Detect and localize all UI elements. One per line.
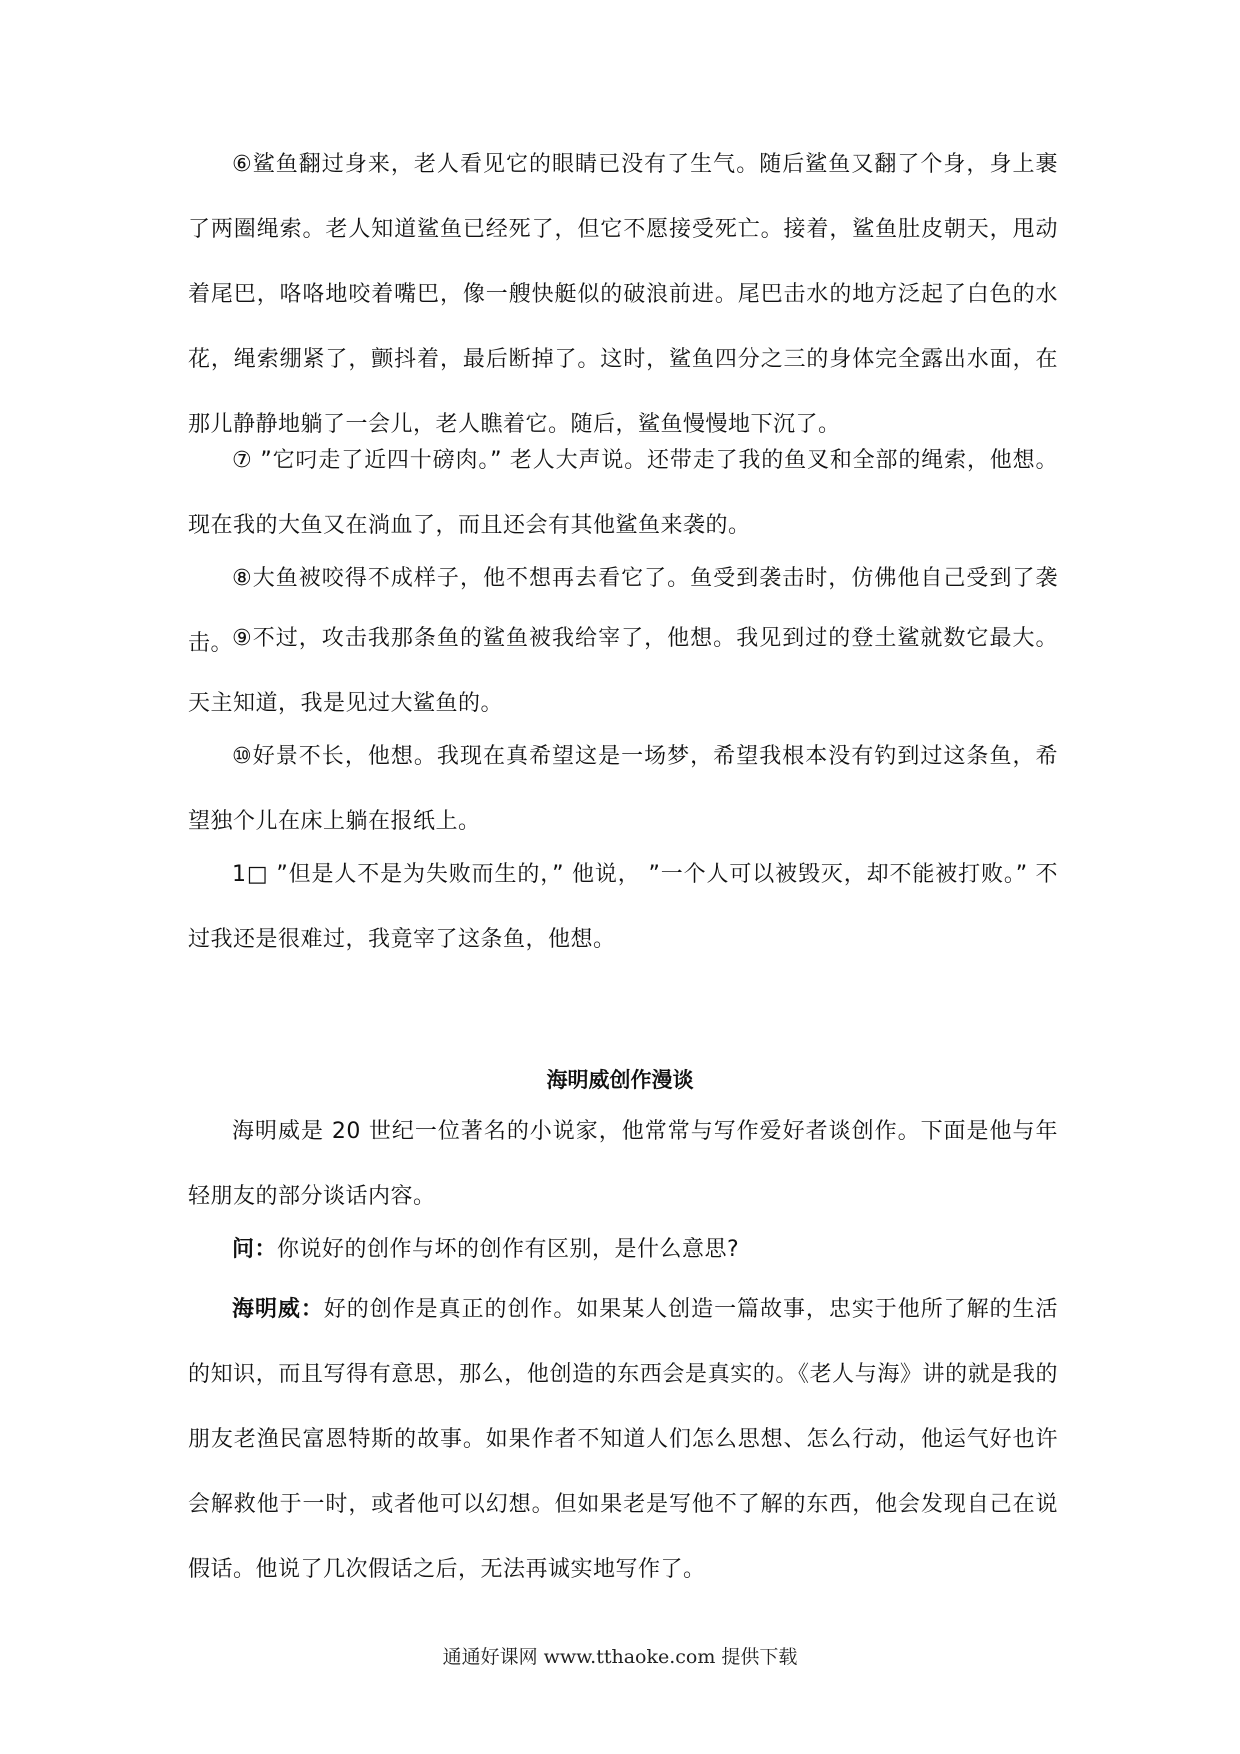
paragraph-7: ⑦ ”它叼走了近四十磅肉。” 老人大声说。还带走了我的鱼叉和全部的绳索，他想。现在我的大鱼又在淌血了，而且还会有其他鲨鱼来袭的。: [188, 448, 1058, 538]
section-title: 海明威创作漫谈: [546, 1068, 694, 1092]
answer-label: 海明威：: [232, 1297, 324, 1322]
paragraph-11: 1□ ”但是人不是为失败而生的，” 他说， ”一个人可以被毁灭，却不能被打败。” 不过我还是很难过，我竟宰了这条鱼，他想。: [188, 862, 1058, 952]
paragraph-8: ⑧大鱼被咬得不成样子，他不想再去看它了。鱼受到袭击时，仿佛他自己受到了袭击。: [188, 566, 1058, 656]
answer-paragraph: [188, 1277, 1058, 1602]
question-text: 你说好的创作与坏的创作有区别，是什么意思?: [277, 1237, 740, 1262]
question-paragraph: [188, 1217, 1058, 1282]
question-label: 问：: [232, 1237, 278, 1262]
intro-paragraph: 海明威是 20 世纪一位著名的小说家，他常常与写作爱好者谈创作。下面是他与年轻朋友的部分谈话内容。: [188, 1119, 1058, 1209]
paragraph-6: ⑥鲨鱼翻过身来，老人看见它的眼睛已没有了生气。随后鲨鱼又翻了个身，身上裹了两圈绳索。老人知道鲨鱼已经死了，但它不愿接受死亡。接着，鲨鱼肚皮朝天，甩动着尾巴，咯咯地咬着嘴巴，像一艘快艇似的破浪前进。尾巴击水的地方泛起了白色的水花，绳索绷紧了，颤抖着，最后断掉了。这时，鲨鱼四分之三的身体完全露出水面，在那儿静静地躺了一会儿，老人瞧着它。随后，鲨鱼慢慢地下沉了。: [188, 152, 1058, 437]
page-footer: 通通好课网 www.tthaoke.com 提供下载: [442, 1646, 798, 1668]
paragraph-9: ⑨不过，攻击我那条鱼的鲨鱼被我给宰了，他想。我见到过的登土鲨就数它最大。天主知道，我是见过大鲨鱼的。: [188, 626, 1058, 716]
paragraph-10: ⑩好景不长，他想。我现在真希望这是一场梦，希望我根本没有钓到过这条鱼，希望独个儿在床上躺在报纸上。: [188, 744, 1058, 834]
answer-text: 好的创作是真正的创作。如果某人创造一篇故事，忠实于他所了解的生活的知识，而且写得有意思，那么，他创造的东西会是真实的。《老人与海》讲的就是我的朋友老渔民富恩特斯的故事。如果作者不知道人们怎么思想、怎么行动，他运气好也许会解救他于一时，或者他可以幻想。但如果老是写他不了解的东西，他会发现自己在说假话。他说了几次假话之后，无法再诚实地写作了。: [188, 1297, 1058, 1582]
